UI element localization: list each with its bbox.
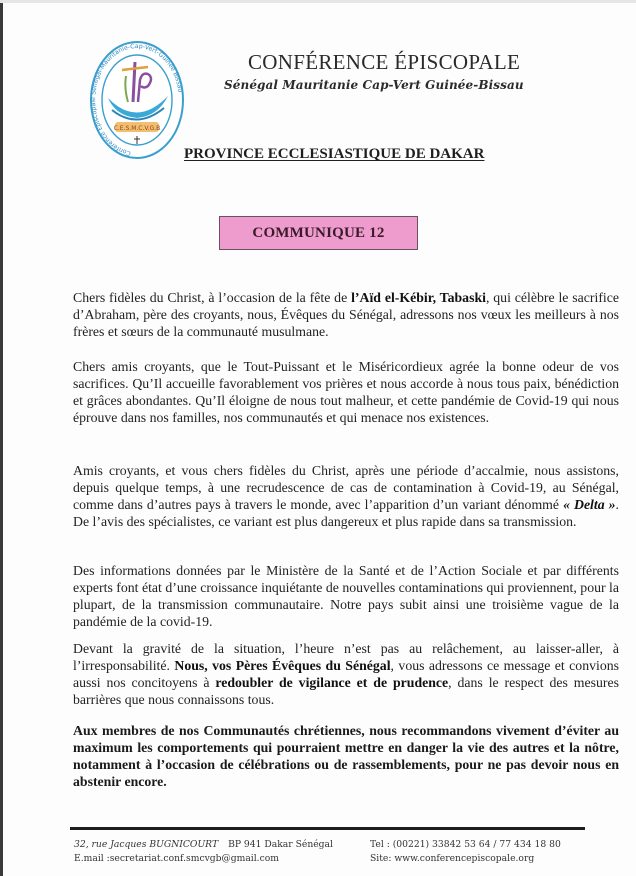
footer-email[interactable]: E.mail :secretariat.conf.smcvgb@gmail.com — [74, 853, 279, 864]
text-span: , qui célèbre le sacrifice d’Abraham, père des croyants, nous, Évêques du Sénégal, adressons nos vœux les meilleurs à nos frères et sœurs de la communauté musulmane. — [73, 290, 619, 339]
paragraph-delta-variant — [73, 462, 619, 530]
text-span: , dans le respect des mesures barrières que nous connaissons tous. — [73, 675, 619, 707]
footer-contact-right — [370, 838, 561, 866]
paragraph-blessing: Chers amis croyants, que le Tout-Puissant et le Miséricordieux agrée la bonne odeur de vos sacrifices. Qu’Il accueille favorablement vos prières et nous accorde à nous tous paix, bénédiction et grâces abondantes. Qu’Il éloigne de nous tout malheur, et cette pandémie de Covid-19 qui nous éprouve dans nos familles, nos communautés et qui menace nos existences. — [73, 359, 619, 425]
text-span: Devant la gravité de la situation, l’heure n’est pas au relâchement, au laisser-aller, à l’irresponsabilité. — [73, 641, 619, 673]
emphasis-text: redoubler de vigilance et de prudence — [215, 675, 449, 690]
emphasis-text: l’Aïd el-Kébir, Tabaski — [351, 290, 486, 305]
text-span: Chers fidèles du Christ, à l’occasion de la fête de — [73, 290, 352, 305]
footer-po-box: BP 941 Dakar Sénégal — [228, 839, 333, 850]
conference-subtitle: Sénégal Mauritanie Cap-Vert Guinée-Bissau — [224, 78, 524, 92]
conference-logo-icon — [88, 36, 186, 164]
page-top-edge — [0, 0, 636, 3]
communique-title: COMMUNIQUE 12 — [252, 224, 385, 241]
logo-label: C.E.S.M.C.V.G.B — [113, 125, 161, 132]
footer-address: 32, rue Jacques BUGNICOURT — [74, 839, 219, 850]
text-span: . De l’avis des spécialistes, ce variant est plus dangereux et plus rapide dans sa transmission. — [73, 497, 619, 529]
text-span: Amis croyants, et vous chers fidèles du Christ, après une période d’accalmie, nous assistons, depuis quelque temps, à une recrudescence de cas de contamination à Covid-19, au Sénégal, comme dans d’autres pays à travers le monde, avec l’apparition d’un variant dénommé — [73, 463, 619, 512]
footer-telephone: Tel : (00221) 33842 53 64 / 77 434 18 80 — [370, 839, 561, 850]
paragraph-greeting — [73, 289, 619, 340]
footer-website[interactable]: Site: www.conferencepiscopale.org — [370, 853, 535, 864]
paragraph-vigilance — [73, 640, 619, 708]
emphasis-text: « Delta » — [563, 497, 616, 512]
communique-banner — [219, 216, 418, 250]
emphasis-text: Nous, vos Pères Évêques du Sénégal — [174, 658, 391, 673]
footer-contact-left — [74, 838, 333, 866]
footer-divider — [70, 827, 585, 830]
page-edge-shadow — [0, 0, 3, 876]
province-heading: PROVINCE ECCLESIASTIQUE DE DAKAR — [184, 146, 485, 162]
logo-ring-text: Conférence Episcopale Sénégal-Mauritanie-Cap-Vert-Guinée Bissau — [90, 42, 184, 157]
paragraph-recommendation: Aux membres de nos Communautés chrétiennes, nous recommandons vivement d’éviter au maximum les comportements qui pourraient mettre en danger la vie des autres et la nôtre, notamment à l’occasion de célébrations ou de rassemblements, pour ne pas devoir nous en abstenir encore. — [73, 723, 619, 789]
conference-title: CONFÉRENCE ÉPISCOPALE — [248, 50, 521, 74]
text-span: , vous adressons ce message et convions aussi nos concitoyens à — [73, 658, 619, 690]
paragraph-ministry-info: Des informations données par le Ministère de la Santé et de l’Action Sociale et par différents experts font état d’une croissance inquiétante de nouvelles contaminations qui proviennent, pour la plupart, de la transmission communautaire. Notre pays subit ainsi une troisième vague de la pandémie de la covid-19. — [73, 563, 619, 629]
